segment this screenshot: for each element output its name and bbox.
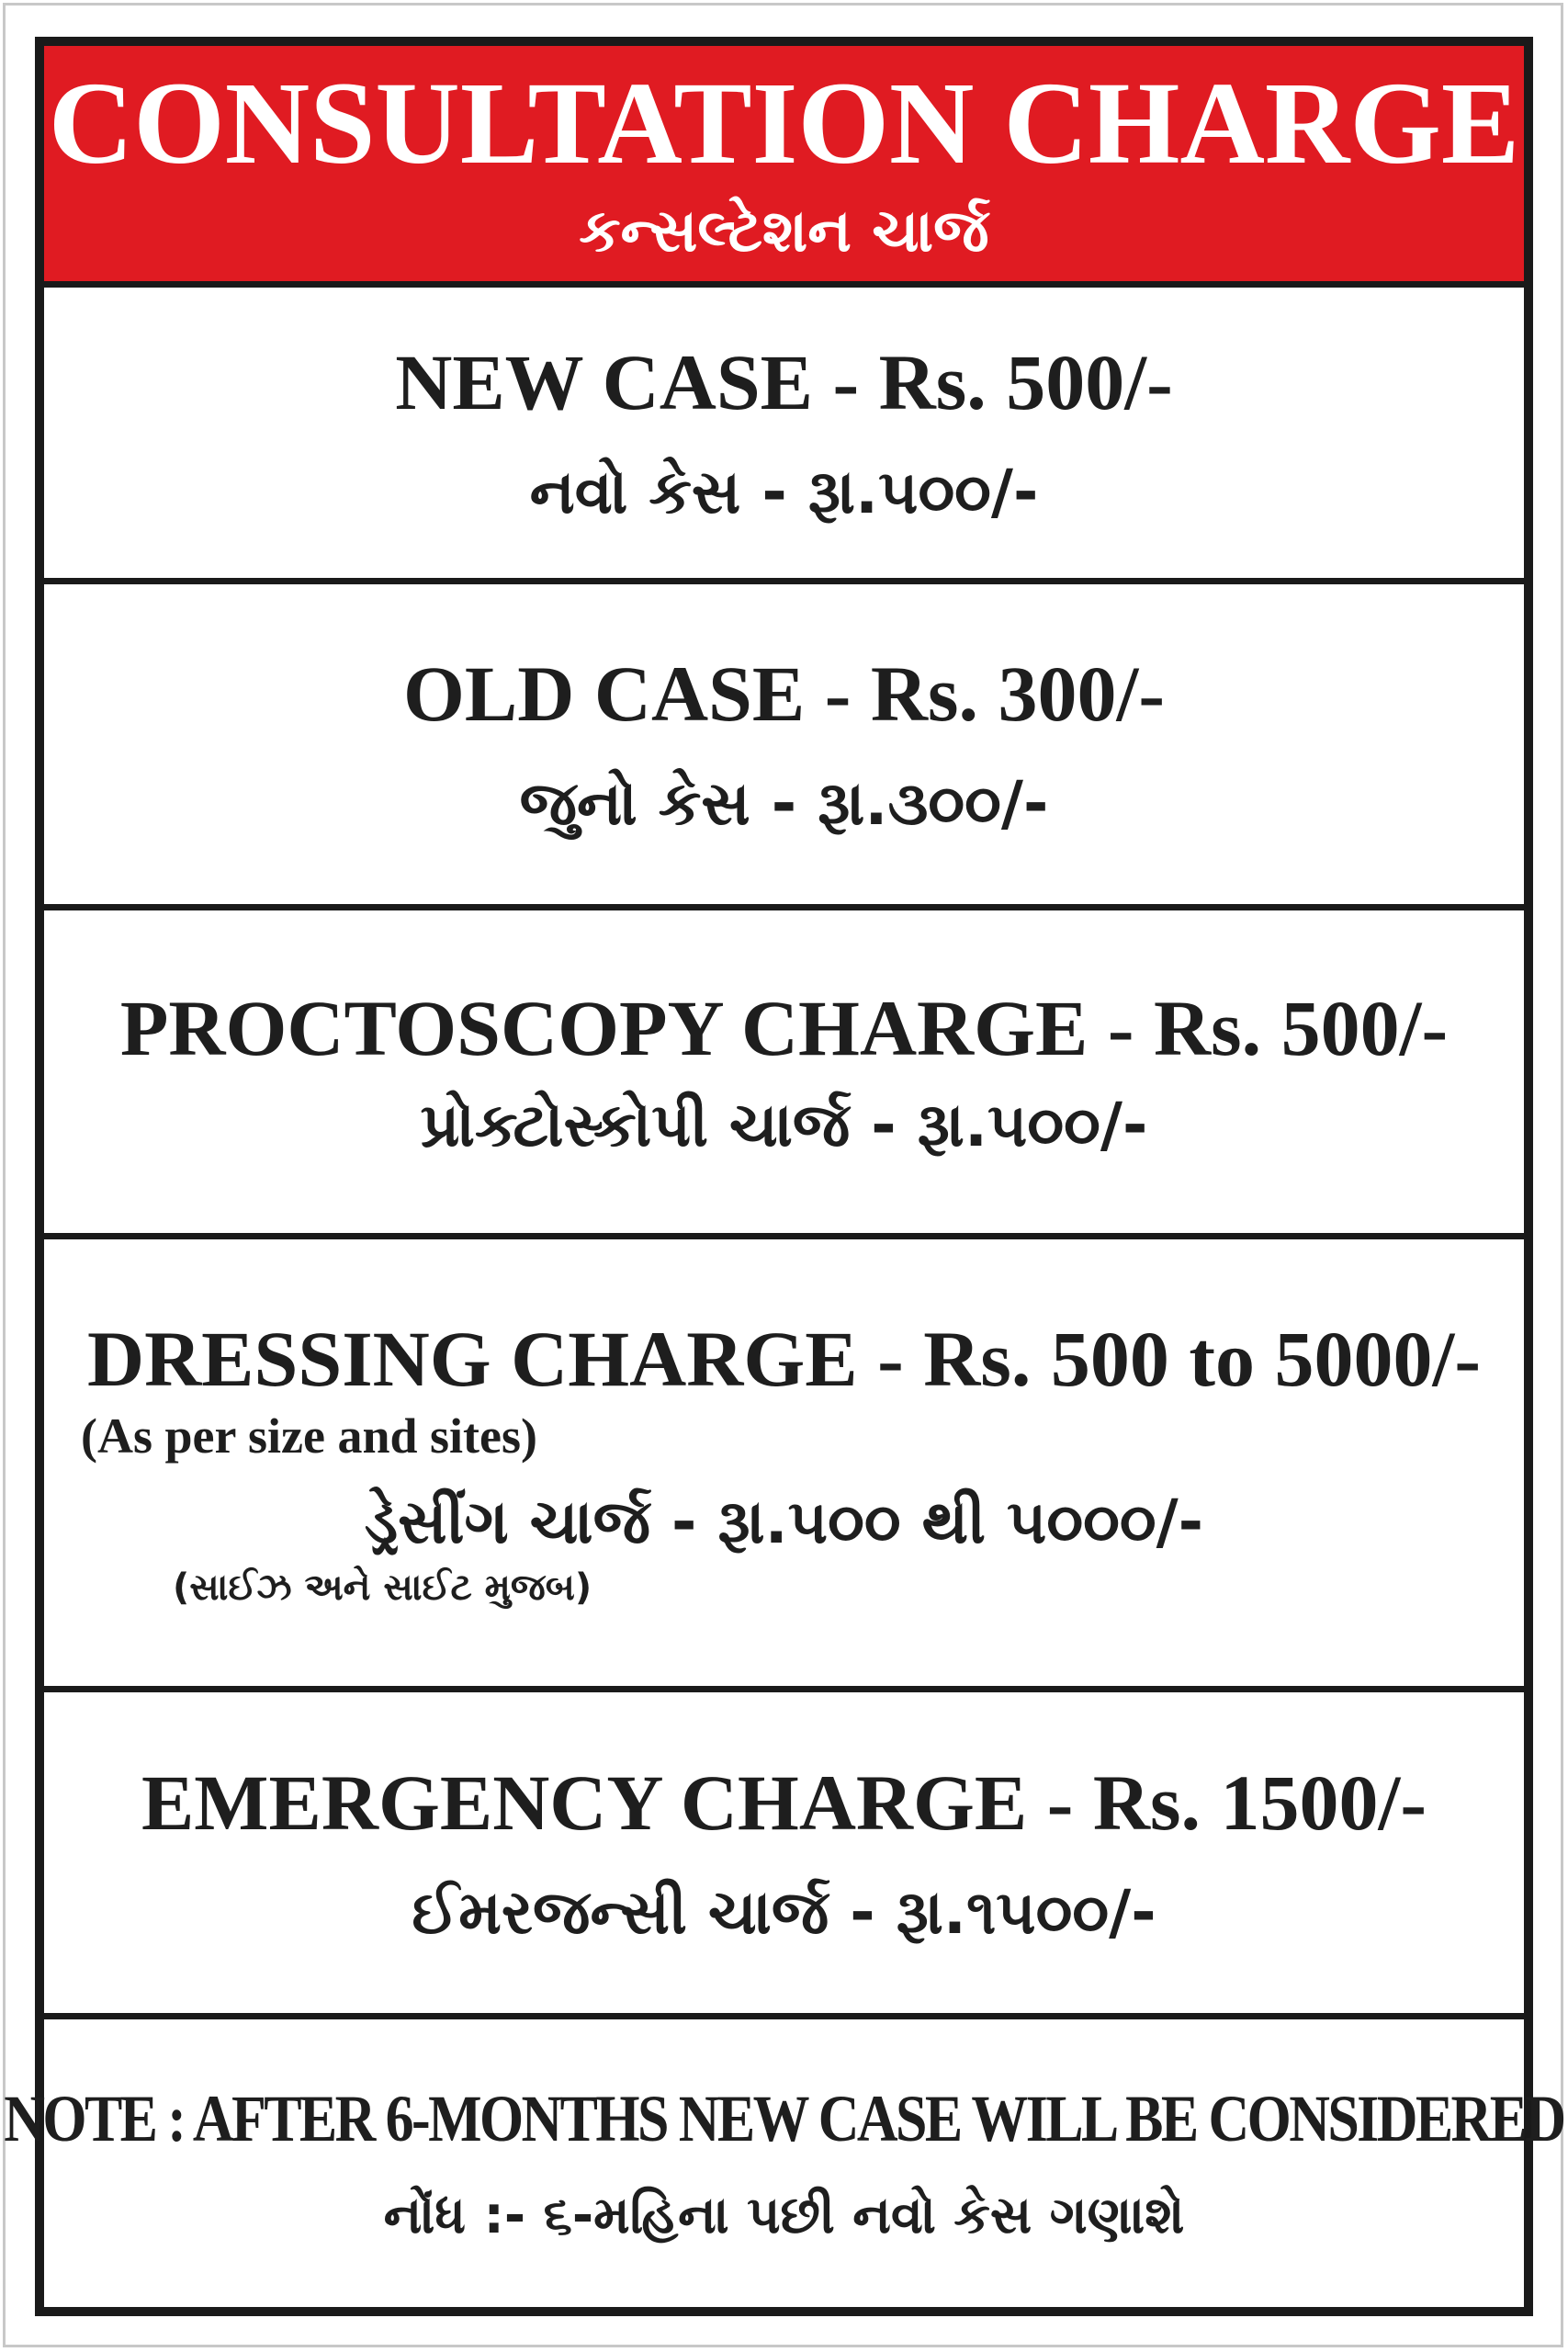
header-banner bbox=[44, 46, 1524, 288]
dressing-gujarati-note: (સાઈઝ અને સાઈટ મુજબ) bbox=[173, 1566, 592, 1609]
old-case-english: OLD CASE - Rs. 300/- bbox=[402, 650, 1165, 738]
proctoscopy-section bbox=[44, 910, 1524, 1239]
old-case-section bbox=[44, 584, 1524, 910]
note-section bbox=[4, 2019, 1564, 2307]
new-case-gujarati: નવો કેસ - રૂા.૫૦૦/- bbox=[529, 457, 1039, 527]
proctoscopy-gujarati: પ્રોક્ટોસ્કોપી ચાર્જ - રૂા.૫૦૦/- bbox=[420, 1089, 1148, 1160]
dressing-english: DRESSING CHARGE - Rs. 500 to 5000/- bbox=[86, 1315, 1482, 1403]
charges-board bbox=[4, 37, 1564, 2316]
dressing-english-note: (As per size and sites) bbox=[81, 1408, 537, 1464]
emergency-english: EMERGENCY CHARGE - Rs. 1500/- bbox=[141, 1758, 1427, 1847]
note-gujarati: નોંધ :- ૬-મહિના પછી નવો કેસ ગણાશે bbox=[383, 2185, 1185, 2245]
dressing-section bbox=[44, 1239, 1524, 1692]
page-title: CONSULTATION CHARGE bbox=[48, 58, 1520, 188]
proctoscopy-english: PROCTOSCOPY CHARGE - Rs. 500/- bbox=[119, 983, 1449, 1072]
old-case-gujarati: જુનો કેસ - રૂા.૩૦૦/- bbox=[519, 768, 1049, 839]
note-english: NOTE : AFTER 6-MONTHS NEW CASE WILL BE CONSIDERED bbox=[4, 2081, 1564, 2155]
page-subtitle-gujarati: કન્સલ્ટેશન ચાર્જ bbox=[579, 198, 989, 266]
new-case-english: NEW CASE - Rs. 500/- bbox=[395, 338, 1173, 426]
dressing-gujarati: ડ્રેસીંગ ચાર્જ - રૂા.૫૦૦ થી ૫૦૦૦/- bbox=[364, 1487, 1204, 1557]
new-case-section bbox=[44, 288, 1524, 584]
emergency-gujarati: ઈમરજન્સી ચાર્જ - રૂા.૧૫૦૦/- bbox=[412, 1876, 1156, 1948]
emergency-section bbox=[44, 1692, 1524, 2019]
